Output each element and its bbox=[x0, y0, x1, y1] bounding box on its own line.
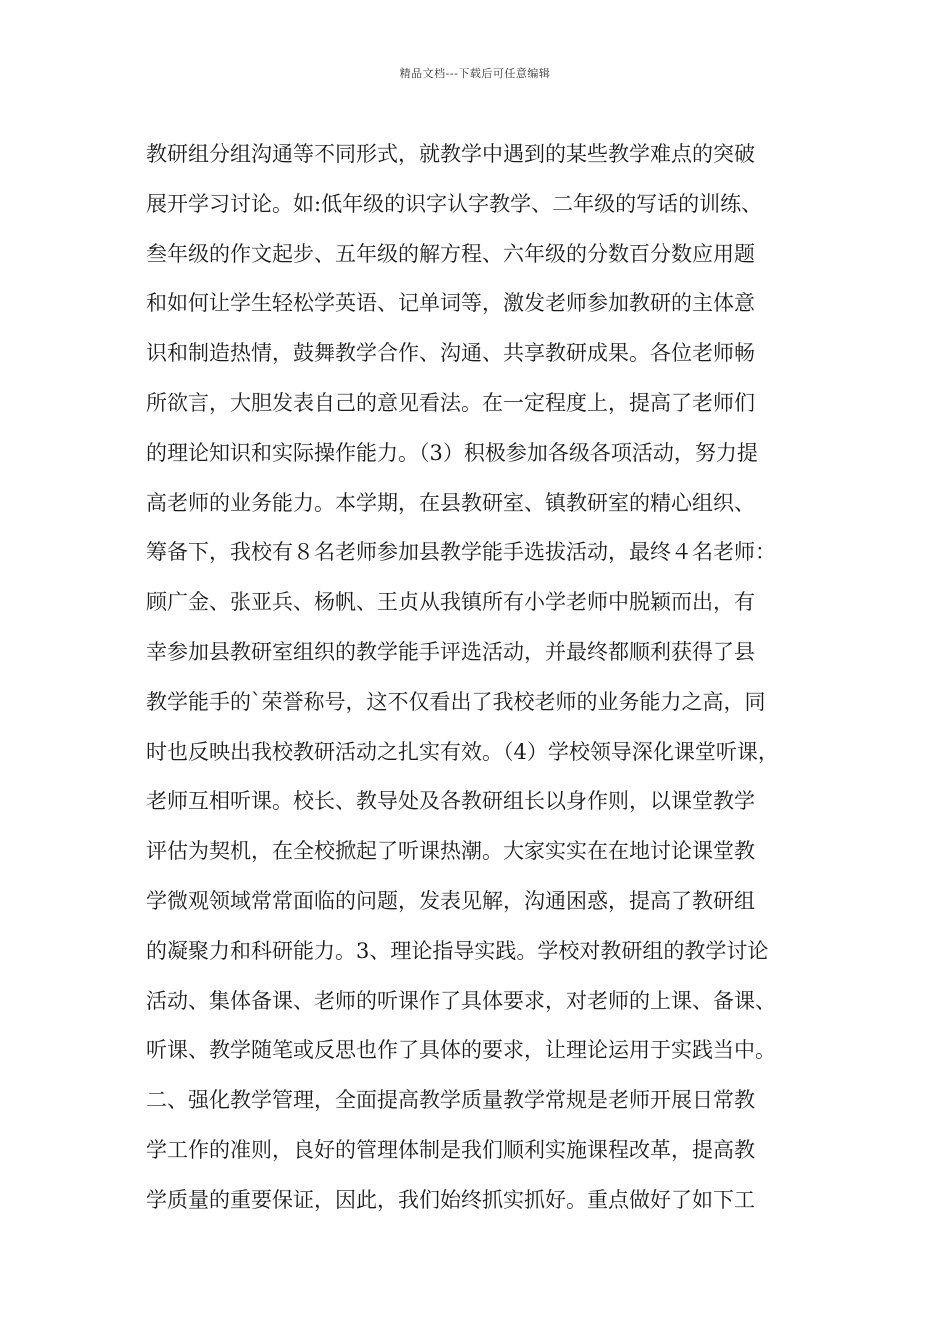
text-line: 顾广金、张亚兵、杨帆、王贞从我镇所有小学老师中脱颖而出，有 bbox=[146, 590, 755, 615]
text-line: 二、强化教学管理，全面提高教学质量教学常规是老师开展日常教 bbox=[146, 1088, 755, 1113]
text-line: 活动、集体备课、老师的听课作了具体要求，对老师的上课、备课、 bbox=[146, 988, 776, 1013]
text-line: 老师互相听课。校长、教导处及各教研组长以身作则，以课堂教学 bbox=[146, 789, 755, 814]
text-line: 和如何让学生轻松学英语、记单词等，激发老师参加教研的主体意 bbox=[146, 291, 755, 316]
page-header: 精品文档---下载后可任意编辑 bbox=[399, 67, 551, 80]
text-line: 的理论知识和实际操作能力。（3）积极参加各级各项活动，努力提 bbox=[146, 440, 758, 465]
text-line: 所欲言，大胆发表自己的意见看法。在一定程度上，提高了老师们 bbox=[146, 390, 755, 415]
text-line: 教研组分组沟通等不同形式，就教学中遇到的某些教学难点的突破 bbox=[146, 142, 755, 166]
text-line: 教学能手的`荣誉称号，这不仅看出了我校老师的业务能力之高，同 bbox=[146, 689, 766, 714]
text-line: 识和制造热情，鼓舞教学合作、沟通、共享教研成果。各位老师畅 bbox=[146, 341, 755, 366]
text-line: 学工作的准则，良好的管理体制是我们顺利实施课程改革，提高教 bbox=[146, 1137, 755, 1162]
text-line: 高老师的业务能力。本学期，在县教研室、镇教研室的精心组织、 bbox=[146, 490, 755, 515]
text-line: 学质量的重要保证，因此，我们始终抓实抓好。重点做好了如下工 bbox=[146, 1187, 755, 1212]
text-line: 评估为契机，在全校掀起了听课热潮。大家实实在在地讨论课堂教 bbox=[146, 839, 755, 864]
text-line: 筹备下，我校有８名老师参加县教学能手选拔活动，最终４名老师： bbox=[146, 540, 776, 565]
text-line: 幸参加县教研室组织的教学能手评选活动，并最终都顺利获得了县 bbox=[146, 639, 755, 664]
text-line: 听课、教学随笔或反思也作了具体的要求，让理论运用于实践当中。 bbox=[146, 1038, 776, 1063]
text-line: 叁年级的作文起步、五年级的解方程、六年级的分数百分数应用题 bbox=[146, 241, 755, 266]
text-line: 展开学习讨论。如:低年级的识字认字教学、二年级的写话的训练、 bbox=[146, 191, 763, 216]
text-line: 时也反映出我校教研活动之扎实有效。（4）学校领导深化课堂听课， bbox=[146, 739, 779, 764]
document-body bbox=[146, 130, 836, 1226]
text-line: 的凝聚力和科研能力。3、理论指导实践。学校对教研组的教学讨论 bbox=[146, 938, 769, 963]
text-line: 学微观领域常常面临的问题，发表见解，沟通困惑，提高了教研组 bbox=[146, 888, 755, 913]
